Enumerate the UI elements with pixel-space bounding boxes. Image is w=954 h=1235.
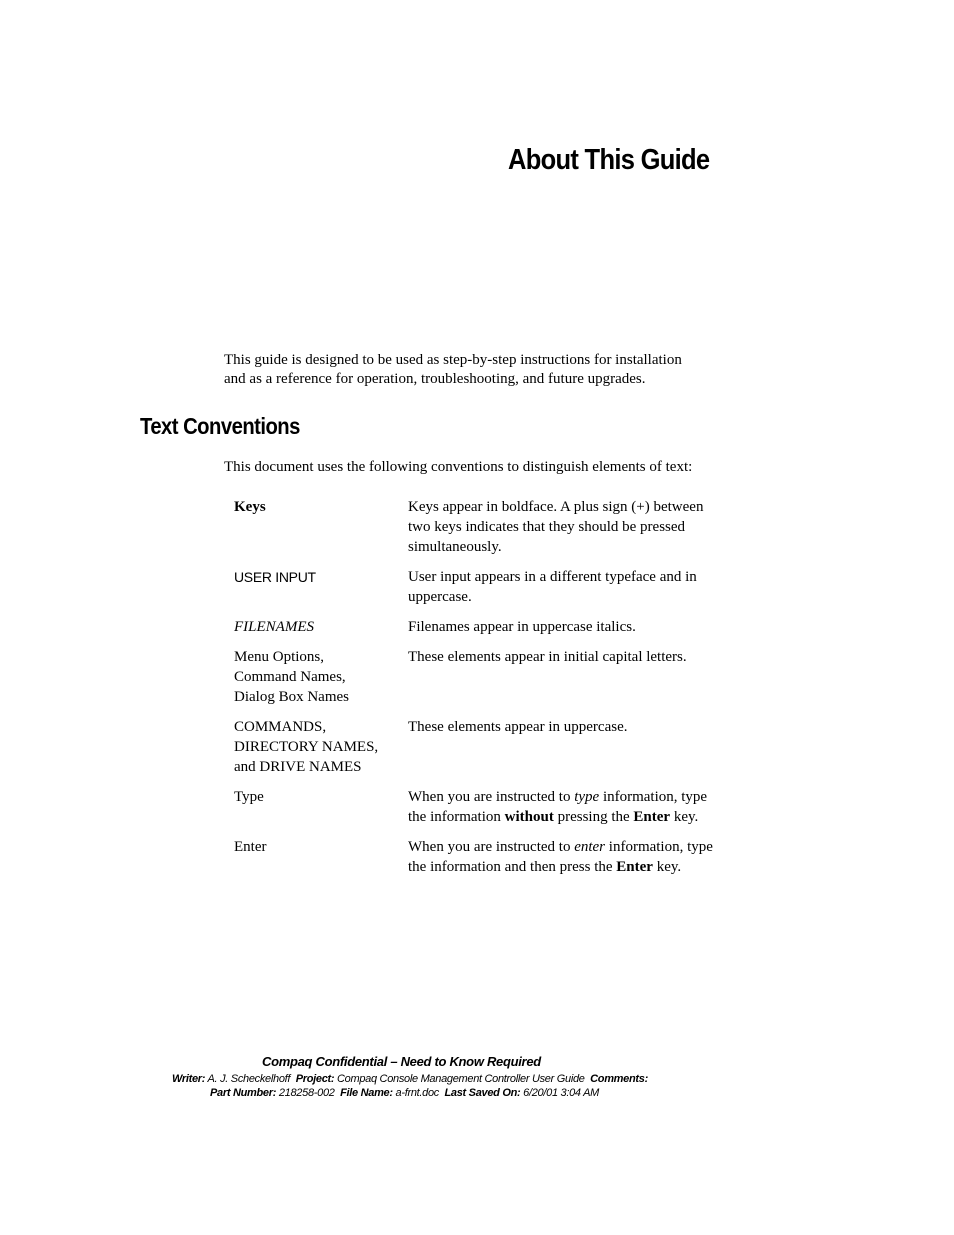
desc-line: User input appears in a different typeface and in: [408, 569, 697, 585]
project-value: Compaq Console Management Controller User Guide: [337, 1073, 585, 1085]
term-line: Enter: [234, 839, 267, 855]
term-line: Menu Options,: [234, 649, 324, 665]
convention-row-commands: [234, 717, 734, 777]
last-saved-label: Last Saved On:: [444, 1087, 521, 1099]
term-line: COMMANDS,: [234, 719, 327, 735]
term-line: Type: [234, 789, 264, 805]
convention-term: [234, 787, 408, 827]
desc-line: These elements appear in initial capital letters.: [408, 649, 687, 665]
term-line: Keys: [234, 499, 266, 515]
convention-term: [234, 837, 408, 877]
writer-label: Writer:: [172, 1073, 206, 1085]
convention-row-menu-options: [234, 647, 734, 707]
footer-confidential-notice: Compaq Confidential – Need to Know Required: [262, 1054, 541, 1069]
conventions-table: [234, 497, 734, 887]
last-saved-value: 6/20/01 3:04 AM: [523, 1087, 599, 1099]
convention-description: [408, 567, 734, 607]
term-line: DIRECTORY NAMES,: [234, 739, 379, 755]
footer-file-info: [210, 1087, 954, 1099]
project-label: Project:: [295, 1073, 335, 1085]
convention-description: [408, 617, 734, 637]
section-intro: This document uses the following conventions to distinguish elements of text:: [224, 459, 693, 475]
footer-document-info: [172, 1073, 954, 1085]
convention-row-filenames: [234, 617, 734, 637]
desc-line: Keys appear in boldface. A plus sign (+) between: [408, 499, 704, 515]
convention-row-keys: [234, 497, 734, 557]
convention-term: [234, 647, 408, 707]
term-line: FILENAMES: [234, 619, 314, 635]
page-title: About This Guide: [508, 144, 710, 176]
desc-line: These elements appear in uppercase.: [408, 719, 628, 735]
term-line: and DRIVE NAMES: [234, 759, 362, 775]
desc-line: simultaneously.: [408, 539, 502, 555]
convention-row-type: [234, 787, 734, 827]
convention-term: [234, 497, 408, 557]
convention-description: When you are instructed to enter information, type the information and then press the Enter key.: [408, 839, 713, 875]
convention-term: [234, 617, 408, 637]
convention-row-user-input: [234, 567, 734, 607]
convention-description: [408, 497, 734, 557]
comments-label: Comments:: [590, 1073, 648, 1085]
convention-term: [234, 567, 408, 607]
convention-description: When you are instructed to type information, type the information without pressing the Enter key.: [408, 789, 708, 825]
term-line: USER INPUT: [234, 569, 316, 585]
part-number-value: 218258-002: [278, 1087, 335, 1099]
desc-line: uppercase.: [408, 589, 472, 605]
writer-value: A. J. Scheckelhoff: [207, 1073, 291, 1085]
term-line: Command Names,: [234, 669, 346, 685]
file-name-value: a-frnt.doc: [395, 1087, 439, 1099]
intro-paragraph: [224, 351, 724, 389]
intro-line-2: and as a reference for operation, troubleshooting, and future upgrades.: [224, 371, 646, 387]
convention-description: [408, 717, 734, 777]
convention-term: [234, 717, 408, 777]
term-line: Dialog Box Names: [234, 689, 349, 705]
desc-line: Filenames appear in uppercase italics.: [408, 619, 636, 635]
part-number-label: Part Number:: [210, 1087, 277, 1099]
section-heading: Text Conventions: [140, 413, 300, 439]
convention-description: [408, 647, 734, 707]
intro-line-1: This guide is designed to be used as step-by-step instructions for installation: [224, 352, 682, 368]
desc-line: two keys indicates that they should be pressed: [408, 519, 686, 535]
file-name-label: File Name:: [340, 1087, 393, 1099]
convention-row-enter: [234, 837, 734, 877]
